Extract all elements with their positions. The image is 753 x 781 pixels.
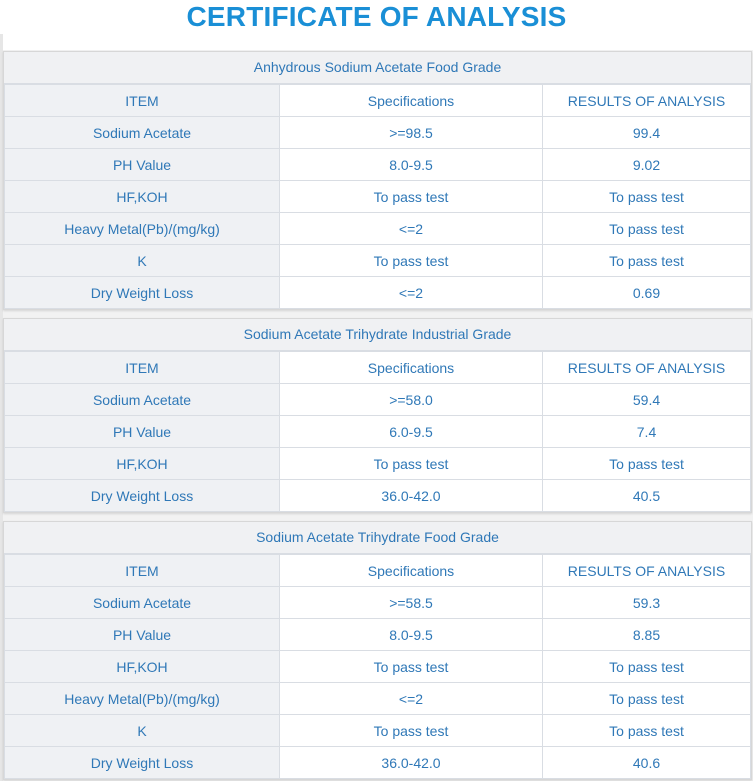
item-cell: PH Value [5,149,280,181]
table-caption: Sodium Acetate Trihydrate Food Grade [4,522,751,554]
spec-cell: Specifications [280,352,543,384]
spec-cell: 8.0-9.5 [280,149,543,181]
table-row [5,149,751,181]
table-row [5,213,751,245]
result-cell: 0.69 [543,277,751,309]
table-header-row [5,352,751,384]
table-row [5,384,751,416]
spec-cell: >=98.5 [280,117,543,149]
item-cell: K [5,715,280,747]
table-row [5,651,751,683]
result-cell: RESULTS OF ANALYSIS [543,85,751,117]
table-row [5,181,751,213]
item-cell: HF,KOH [5,181,280,213]
spec-cell: 8.0-9.5 [280,619,543,651]
spec-cell: To pass test [280,245,543,277]
item-cell: Dry Weight Loss [5,747,280,779]
item-cell: Heavy Metal(Pb)/(mg/kg) [5,213,280,245]
result-cell: To pass test [543,683,751,715]
item-cell: PH Value [5,416,280,448]
table-caption: Sodium Acetate Trihydrate Industrial Grade [4,319,751,351]
table-row [5,747,751,779]
result-cell: 59.3 [543,587,751,619]
spec-cell: 36.0-42.0 [280,480,543,512]
result-cell: To pass test [543,213,751,245]
title-strip [0,34,753,50]
item-cell: Sodium Acetate [5,384,280,416]
result-cell: 99.4 [543,117,751,149]
table-row [5,480,751,512]
result-cell: 9.02 [543,149,751,181]
table-row [5,715,751,747]
spec-cell: To pass test [280,448,543,480]
result-cell: 7.4 [543,416,751,448]
table-row [5,245,751,277]
result-cell: 40.5 [543,480,751,512]
spec-cell: >=58.0 [280,384,543,416]
item-cell: HF,KOH [5,448,280,480]
result-cell: To pass test [543,651,751,683]
table-caption: Anhydrous Sodium Acetate Food Grade [4,52,751,84]
item-cell: ITEM [5,85,280,117]
spec-cell: <=2 [280,683,543,715]
spec-table-3 [3,521,752,780]
spec-cell: >=58.5 [280,587,543,619]
table-row [5,683,751,715]
spec-cell: <=2 [280,213,543,245]
item-cell: ITEM [5,555,280,587]
item-cell: K [5,245,280,277]
table-row [5,619,751,651]
spec-cell: 6.0-9.5 [280,416,543,448]
item-cell: Sodium Acetate [5,587,280,619]
result-cell: 40.6 [543,747,751,779]
item-cell: HF,KOH [5,651,280,683]
result-cell: To pass test [543,715,751,747]
result-cell: To pass test [543,181,751,213]
spec-cell: To pass test [280,651,543,683]
result-cell: To pass test [543,448,751,480]
item-cell: Heavy Metal(Pb)/(mg/kg) [5,683,280,715]
spec-cell: <=2 [280,277,543,309]
item-cell: Dry Weight Loss [5,480,280,512]
table-row [5,448,751,480]
table-row [5,277,751,309]
table-row [5,587,751,619]
spec-table-2 [3,318,752,513]
table-row [5,117,751,149]
item-cell: ITEM [5,352,280,384]
result-cell: To pass test [543,245,751,277]
item-cell: PH Value [5,619,280,651]
result-cell: RESULTS OF ANALYSIS [543,555,751,587]
page-title: CERTIFICATE OF ANALYSIS [0,0,753,34]
spec-cell: To pass test [280,181,543,213]
spec-table-1 [3,51,752,310]
table-row [5,416,751,448]
item-cell: Sodium Acetate [5,117,280,149]
result-cell: 59.4 [543,384,751,416]
table-header-row [5,555,751,587]
spec-cell: Specifications [280,85,543,117]
result-cell: RESULTS OF ANALYSIS [543,352,751,384]
spec-cell: Specifications [280,555,543,587]
spec-cell: 36.0-42.0 [280,747,543,779]
spec-cell: To pass test [280,715,543,747]
item-cell: Dry Weight Loss [5,277,280,309]
table-header-row [5,85,751,117]
result-cell: 8.85 [543,619,751,651]
